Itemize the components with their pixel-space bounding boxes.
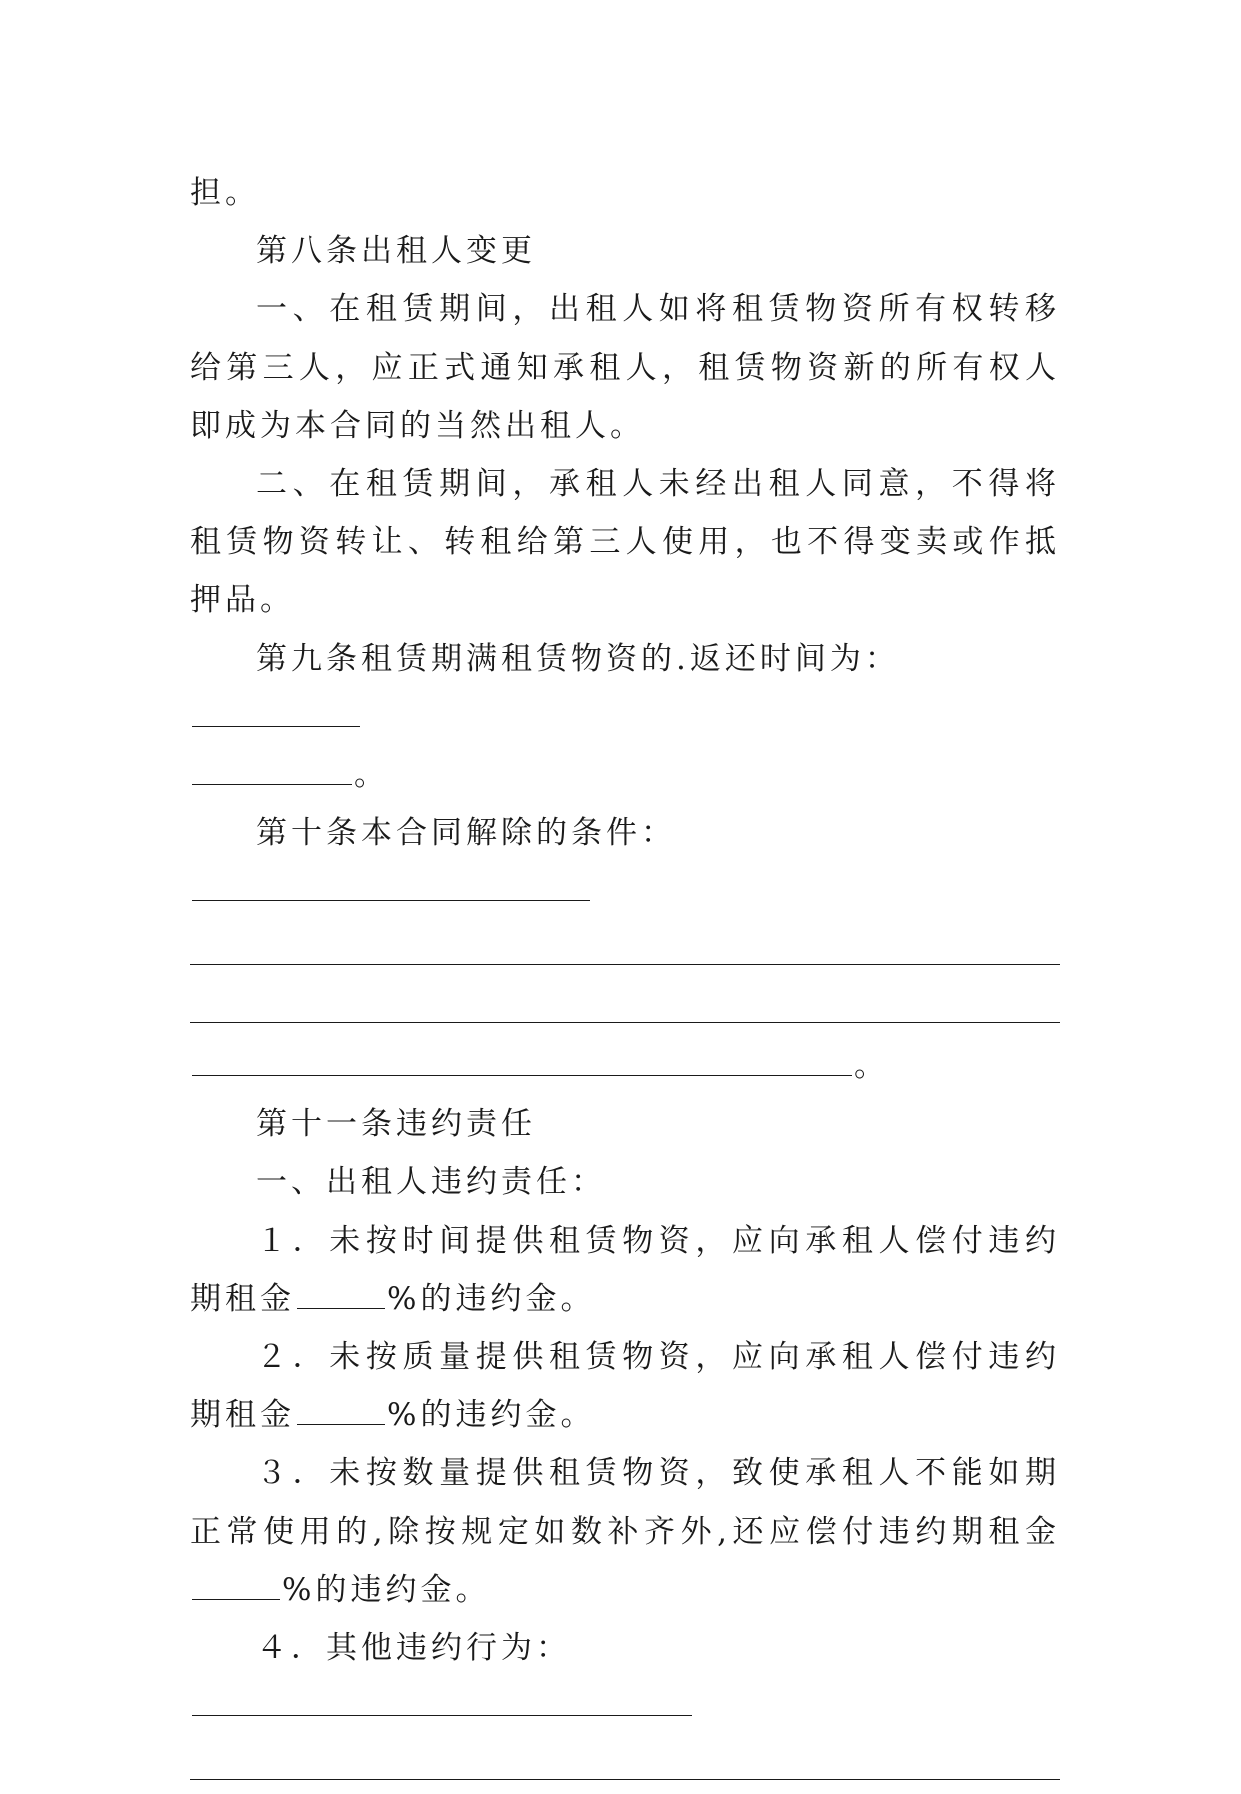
article-8-heading: 第八条出租人变更 <box>256 233 536 270</box>
return-time-blank <box>192 700 360 727</box>
termination-blank <box>192 874 590 901</box>
article-9-end: 。 <box>354 757 389 794</box>
article-10-continuation <box>190 1037 1060 1095</box>
article-8-clause-2: 二、在租赁期间，承租人未经出租人同意，不得将租赁物资转让、转租给第三人使用，也不得变卖或作抵押品。 <box>190 466 1060 619</box>
article-9-continuation <box>190 746 1060 804</box>
article-10-text: 第十条本合同解除的条件： <box>256 815 676 852</box>
lessor-liability-heading: 一、出租人违约责任： <box>256 1164 606 1201</box>
liability-item-1: １．未按时间提供租赁物资，应向承租人偿付违约期租金 %的违约金。 <box>190 1222 1060 1317</box>
liability-item-4: ４．其他违约行为： <box>190 1619 1060 1735</box>
paragraph-continuation: 担。 <box>190 175 260 211</box>
percentage-blank-2 <box>297 1398 385 1425</box>
article-11-heading: 第十一条违约责任 <box>256 1106 536 1143</box>
other-breach-blank <box>192 1689 692 1716</box>
liability-item-3: ３．未按数量提供租赁物资，致使承租人不能如期正常使用的,除按规定如数补齐外,还应偿付违约期租金%的违约金。 <box>190 1455 1060 1608</box>
document-body <box>190 164 1060 1794</box>
article-8-clause-1: 一、在租赁期间，出租人如将租赁物资所有权转移给第三人，应正式通知承租人，租赁物资新的所有权人即成为本合同的当然出租人。 <box>190 291 1060 444</box>
liability-item-2: ２．未按质量提供租赁物资，应向承租人偿付违约期租金 %的违约金。 <box>190 1339 1060 1434</box>
percentage-blank-1 <box>297 1282 385 1309</box>
termination-blank-3 <box>192 1049 852 1076</box>
other-breach-blank-line <box>190 1735 1060 1793</box>
article-9 <box>190 630 1060 746</box>
termination-blank-line-2 <box>190 979 1060 1037</box>
termination-blank-line-1 <box>190 921 1060 979</box>
return-time-blank-2 <box>192 758 352 785</box>
article-9-text: 第九条租赁期满租赁物资的.返还时间为： <box>256 640 900 677</box>
article-10-end: 。 <box>854 1048 889 1085</box>
percentage-blank-3 <box>192 1573 280 1600</box>
article-10 <box>190 804 1060 920</box>
